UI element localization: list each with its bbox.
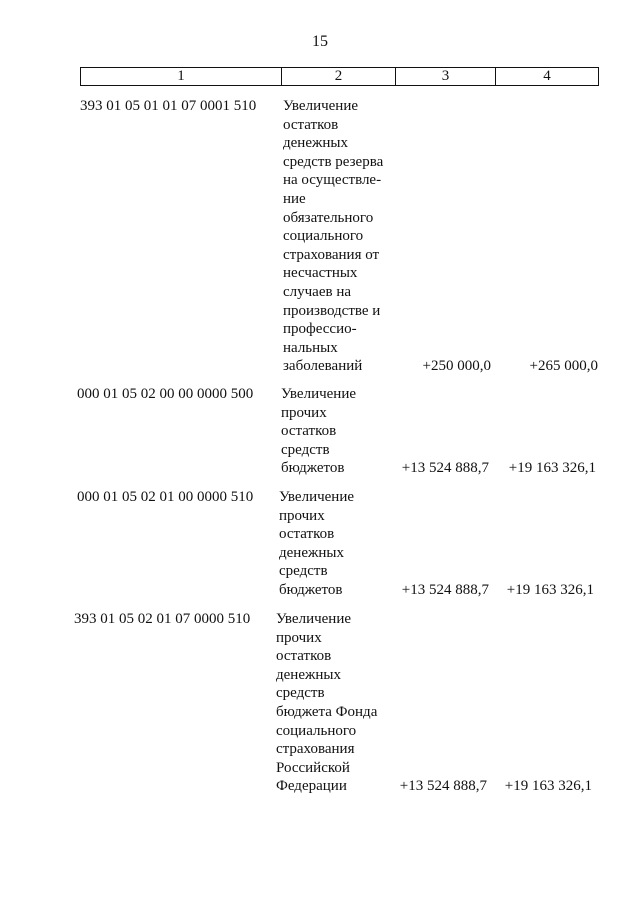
row-name-line: случаев на	[283, 283, 352, 300]
row-value-col4: +19 163 326,1	[504, 778, 592, 794]
row-name-line: остатков	[279, 526, 335, 543]
row-name-line: обязательного	[283, 209, 374, 226]
table-row	[0, 385, 640, 488]
row-code: 393 01 05 02 01 07 0000 510	[74, 611, 251, 627]
row-name-line: средств	[281, 441, 330, 458]
column-header-1: 1	[81, 68, 282, 86]
row-name	[281, 385, 403, 478]
row-name-line: социального	[276, 722, 357, 739]
row-name-line: заболеваний	[283, 358, 363, 375]
row-name-line: нальных	[283, 339, 338, 356]
row-name-line: ние	[283, 190, 306, 207]
table-body	[0, 97, 640, 810]
row-name-line: Федерации	[276, 778, 347, 795]
row-name-line: остатков	[283, 116, 339, 133]
row-name-line: Увеличение	[281, 386, 357, 402]
row-value-col3: +13 524 888,7	[399, 778, 487, 794]
row-code: 000 01 05 02 01 00 0000 510	[77, 489, 254, 505]
row-name-line: остатков	[281, 423, 337, 440]
row-value-col4: +19 163 326,1	[506, 582, 594, 598]
row-name-line: страхования от	[283, 246, 380, 263]
row-name-line: Увеличение	[279, 489, 355, 505]
row-value-col3: +13 524 888,7	[401, 460, 489, 476]
row-name-line: денежных	[283, 135, 348, 152]
row-name-line: денежных	[279, 544, 344, 561]
row-name-line: остатков	[276, 648, 332, 665]
row-name-line: бюджета Фонда	[276, 703, 378, 720]
column-header-2: 2	[282, 68, 396, 86]
row-name-line: на осуществле-	[283, 172, 382, 189]
row-name-line: прочих	[281, 404, 327, 421]
row-name-line: социального	[283, 228, 364, 245]
row-name-line: средств	[276, 685, 325, 702]
row-name-line: средств	[279, 563, 328, 580]
row-name-line: прочих	[276, 629, 322, 646]
row-name-line: Увеличение	[283, 98, 359, 114]
table-row	[0, 610, 640, 810]
row-name-line: бюджетов	[279, 581, 343, 598]
row-name	[283, 97, 405, 376]
row-name	[276, 610, 398, 796]
row-name-line: несчастных	[283, 265, 358, 282]
row-name-line: производстве и	[283, 302, 381, 319]
table-row	[0, 488, 640, 610]
column-header-table	[80, 67, 599, 86]
row-code: 393 01 05 01 01 07 0001 510	[80, 98, 257, 114]
row-name-line: средств резерва	[283, 153, 384, 170]
row-value-col3: +13 524 888,7	[401, 582, 489, 598]
row-name-line: страхования	[276, 741, 355, 758]
page-number: 15	[312, 33, 328, 50]
row-name-line: Увеличение	[276, 611, 352, 627]
row-value-col4: +19 163 326,1	[508, 460, 596, 476]
column-header-4: 4	[496, 68, 599, 86]
table-row	[0, 97, 640, 385]
row-name	[279, 488, 401, 600]
row-value-col3: +250 000,0	[422, 358, 491, 374]
row-name-line: денежных	[276, 666, 341, 683]
row-name-line: прочих	[279, 507, 325, 524]
row-name-line: Российской	[276, 759, 350, 776]
row-value-col4: +265 000,0	[529, 358, 598, 374]
column-header-3: 3	[396, 68, 496, 86]
row-code: 000 01 05 02 00 00 0000 500	[77, 386, 254, 402]
row-name-line: профессио-	[283, 321, 357, 338]
row-name-line: бюджетов	[281, 460, 345, 477]
